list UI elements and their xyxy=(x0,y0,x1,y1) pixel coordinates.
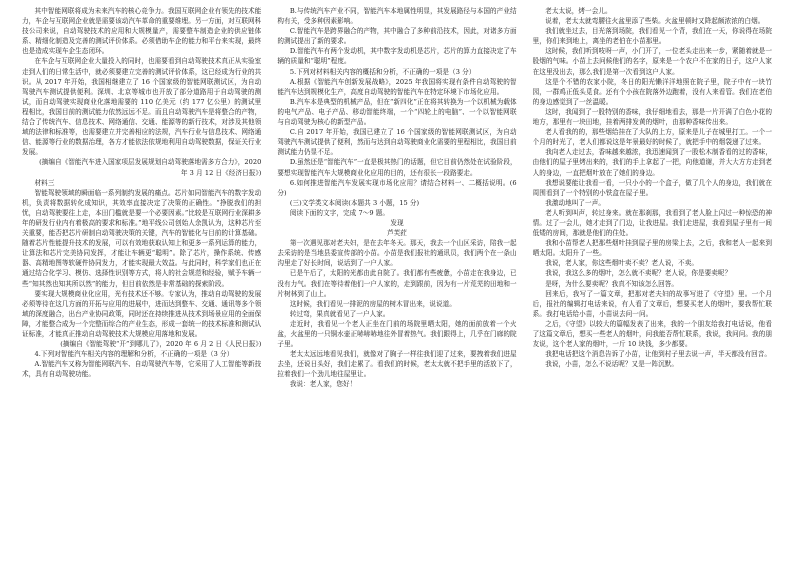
story-paragraph: 之后，《守望》以较大的篇幅发表了出来，我的一个朋友给我打电话说，他看了这篇文章后，想买一些老人的烟叶，问我能否帮忙联系，我说，我问问。我的朋友说，这个老人家的烟叶，一斤 10 块钱，多少都要。 xyxy=(532,319,772,349)
paragraph: 智能驾驶领域的瞬面临一系列制约发展的痛点。芯片如同智能汽车的数字发动机，负责将数据转化成知识，其效率直接决定了决策的正确性。“挣脱我们的担忧，自动驾驶要往上走，本田门槛就是要一个必要因素。”比较是互联网行业深耕多年的研发行业内有着极高的要求和标准。”地平线公司创始人余凯认为，这种芯片至关重要，能否把芯片研制自动驾驶决策的关键，汽车的智能化与目前的计算基础。随着芯片性能提升技术的发展，可以有效地获取认知上和更多一系列运算的能力，让算法和芯片完美协同发挥，才能让车辆更“聪明”。除了芯片，操作系统、传感器、高精地图等软硬件协同发力，才能实现最大效益。与此同时，科学家们也正在通过结合化学习、模仿、选择性识别等方式，将人的社会规范和经验，赋予车辆一些“知其然也知其所以然”的能力，但目前依然是非常基础的探索阶段。 xyxy=(22,188,262,288)
column-middle xyxy=(277,6,516,558)
story-title: 发现 xyxy=(390,218,404,227)
column-right xyxy=(533,6,772,558)
question-option: A.根据《智能汽车创新发展战略》，2025 年我国将实现有条件自动驾驶的智能汽车达到规模化生产，高度自动驾驶的智能汽车在特定环境下市场化应用。 xyxy=(277,77,517,96)
story-paragraph: 我想说要能让我看一看，一只小小的一个盒子，做了几个人的身边，我们就在周围看到了一个特别的小铁盒在屋子里。 xyxy=(532,178,772,197)
story-paragraph: 我说：老人家，您好！ xyxy=(289,380,357,389)
question-option: A.智能汽车又称为智能网联汽车、自动驾驶汽车等，它采用了人工智能等新技术，具有自动驾驶功能。 xyxy=(22,360,262,379)
story-paragraph: 我激动地叫了一声。 xyxy=(545,198,605,207)
story-paragraph: 我说，我这么多的烟叶，怎么就不卖呢？老人说，你是要卖呢？ xyxy=(545,269,732,278)
question-option: C.自 2017 年开始，我国已建立了 16 个国家级的智能网联测试区，为自动驾驶汽车测试提供了便利，然而与达到自动驾驶商业化需要的里程相比，我国目前测试能力仍显不足。 xyxy=(277,128,517,157)
story-paragraph: 已是午后了，太阳的光都由此自院了。我们都有些疲惫，小苗走在我身边，已没有力气。我们在等待着他们一户人家的，走到跟前，因为有一片荒芜的田地和一片树林到了山上。 xyxy=(277,269,517,298)
question-option: B.与传统汽车产业不同，智能汽车本地属性明显，其发展路径与本国的产业结构有关，受多种因素影响。 xyxy=(277,7,517,26)
question: 6.如何推进智能汽车发展实现市场化应用？请结合材料一、二概括说明。(6 分) xyxy=(277,178,517,197)
paragraph: 要实现大规模商业化应用，光有技术还不够。专家认为，推动自动驾驶的发展必须等待在这几方面的开拓与应用的进展中，进而达到整车、交通、通讯等多个领域的深度融合，出台产业协同政策，同时还在持续推进从技术到场景应用的全面保障，才能整合成为一个完整而综合的产业生态，形成一套统一的技术标准和测试认证标准，才能真正推动自动驾驶技术大规模应用落地和发展。 xyxy=(22,289,262,338)
source-citation: (摘编自《智能汽车进入国家项层发展规划自动驾驶落地需多方合力》，2020 年 3 月 12 日《经济日报》) xyxy=(39,158,262,177)
paragraph: 在车企与互联网企业大量投入的同时，也需要看到自动驾驶技术真正从实验室走到人们的日常生活中，就必须要建立完善的测试评价体系，这已经成为行业的共识。从 2017 年开始，我国相继建立了 16 个国家级的智能网联测试区，为自动驾驶汽车测试提供便利。深圳、北京等城市也开放了部分道路用于自动驾驶的测试，而自动驾驶实现商业化落地需要的 110 亿美元（约 177 亿公里）的测试里程相比，我国目前的测试能力依然远远不足。而且自动驾驶汽车是将整合的产物，结合了传统汽车、信息技术、网络通信、交通、能源等的新行技术，对涉及其他领域的法律和标准等，也需要建立并完善相应的法规，汽车行业与信息技术、网络通信、能源等行业的数据治理，各方才能依法依规地利用自动驾驶数据，保证关行业发展。 xyxy=(22,57,262,157)
story-paragraph: 我向老人走过去，香味越来越浓，我迅速闻到了一股松木制香看的过的香味，由他们的屋子里烤出来的，我们的手上拿起了一把，向他道谢，并大大方方走到老人的身边，一直把烟叶放在了她们的身边。 xyxy=(532,148,772,177)
question-option: D.智能汽车有两个发动机，其中数字发动机是芯片，芯片的算力直接决定了车辆的质量和“聪明”程度。 xyxy=(277,47,517,66)
instruction: 阅读下面的文字，完成 7～9 题。 xyxy=(289,208,390,217)
story-paragraph: 这是个不错的农家小院，冬日的阳光懒洋洋地照在院子里，院子中有一块竹园，一群鸡正低头觅食。还有个小孩在院落外边跑着，没有人来看管。我们在老伯的身边感觉到了一丝温暖。 xyxy=(532,77,772,106)
column-left xyxy=(22,6,261,558)
story-paragraph: 这时候，我们看见一排泥的房屋的树木冒出来，说说道。 xyxy=(289,299,456,308)
story-paragraph: 我们就坐过去，目光落到场院，我们看见一个背，我们在一天，你说得在场院里，你们来到地上，离坐的老伯在小苗那里。 xyxy=(532,27,772,46)
story-paragraph: 老人看我的的，那些烟给挂在了大队的上方，原来是儿子在城里打工。一个一个月的时光了，老人们都说这是年景最好的时候了，就把手中的烟袋递了过来。 xyxy=(532,128,772,147)
story-paragraph: 老太太远远地看见我们，就像对了胸子一样往我们迎了过来，要拽着我们进屋去坐，还说日头好，我们走累了。看我们的时候，老太太就不把手里的活放下了，拉着我们一个劲儿地往屋里让。 xyxy=(277,350,517,379)
question: 4.下列对智能汽车相关内容的理解和分析，不正确的一项是（3 分） xyxy=(34,350,234,359)
question-option: B.汽车本是典型的机械产品，但在“新四化”正在将其转换为一个以机械为载体的电气产品、电子产品、移动智能终端，一个“四轮上的电脑”、一个以智能网联与自动驾驶为核心的新型产品。 xyxy=(277,97,517,127)
question-option: D.虽然还是“智能汽车”一直是极其热门的话题，但它目前仍然处在试验阶段，要想实现智能汽车大规模商业化应用的目的，还有很长一段路要走。 xyxy=(277,158,517,177)
story-paragraph: 我说，小苗，怎么不说话呢？又是一阵沉默。 xyxy=(545,360,679,369)
story-paragraph: 我和小苗帮老人把那些烟叶挂到屋子里的房梁上去，之后，我和老人一起来到晒太阳。太阳升了一些。 xyxy=(532,239,772,258)
paragraph: 其中智能网联将成为未来汽车的核心竞争力。我国互联网企业有领先的技术能力，车企与互联网企业就是需要该动汽车革命的重要维埋。另一方面，对互联网科技公司来说，自动驾驶技术的应用和大规模量产，需要整车制造企业的供应链体系、精细化制造及完善的测试评价体系。必须借助车企的能力和平台来实现，最终也是造成实现车企生态闭环。 xyxy=(22,7,262,56)
story-paragraph: 第一次遇见那对老夫妇，是在去年冬天。那天，我去一个山区采访，陪我一起去采访的是当地县委宣传部的小苗。小苗是我们报社的通讯员，我们两个在一条山沟里走了好长时间，说话到了一户人家。 xyxy=(277,239,517,268)
story-paragraph: 转过弯，果真就看见了一户人家。 xyxy=(289,309,390,318)
story-paragraph: 走近时，我看见一个老人正坐在门前的场院里晒太阳，她的面前放着一个火盆，火盆里的一只铜水壶正哧哧哧地往外冒着热气。我们跟得上，几乎在门廊的院子里。 xyxy=(277,319,517,349)
story-paragraph: 说着，老太太就弯腰往火盆里添了些柴。火盆里顿时又降起颇浓浓的白烟。 xyxy=(545,17,765,26)
story-paragraph: 我说，老人家，你这些烟叶卖不卖？老人说，不卖。 xyxy=(545,259,698,268)
story-paragraph: 这时，我闻到了一股特别的香味，我仔细地看去，那是一片开满了白色小花的地方，那里有一块田地，挂着两排发黄的烟叶，由那种香味传出来。 xyxy=(532,107,772,127)
story-paragraph: 是呀，为什么要卖呢？我真不知该怎么回答。 xyxy=(545,279,679,288)
story-paragraph: 这时候，我们听到吱呀一声，小门开了，一位老头走出来一步，紧随着就是一股烟的气味。小苗上去问候他们的名字，原来是一个农户不在家的日子，这户人家在这里没出去，那么我们是第一次看到这户人家。 xyxy=(532,47,772,76)
story-paragraph: 老人听到叫声，转过身来。就在那刹那，我看到了老人脸上闪过一种惊恐的神情。过了一会儿，她才走到了门边，让我进屋。我们走进屋，我看到屋子里有一间低矮的房间，那就是他们的住处。 xyxy=(532,208,772,238)
story-paragraph: 回来后，我写了一篇文章，把那对老夫妇的故事写进了《守望》里。一个月后，报社的编辑打电话来说，有人看了文章后，想要买老人的烟叶，要我帮忙联系。我打电话给小苗，小苗说去问一问。 xyxy=(532,289,772,318)
section-heading: (三)文学类文本阅读(本题共 3 小题，15 分) xyxy=(289,198,420,207)
story-paragraph: 我把电话把这个消息告诉了小苗，让他到村子里去说一声，半天都没有回音。 xyxy=(545,350,772,359)
question: 5.下列对材料相关内容的概括和分析，不正确的一项是（3 分） xyxy=(289,67,476,76)
story-author: 芦芙荭 xyxy=(387,229,407,238)
source-citation: (摘编自《智能驾驶“开”到哪儿了》，2020 年 6 月 2 日《人民日报》) xyxy=(60,340,262,349)
material-heading: 材料三 xyxy=(34,178,55,187)
question-option: C.智能汽车是跨界融合的产物，其中融合了多种前沿技术，因此，对诸多方面的测试提出了新的要求。 xyxy=(277,27,517,46)
story-paragraph: 老太太说，烤一会儿。 xyxy=(545,7,612,15)
